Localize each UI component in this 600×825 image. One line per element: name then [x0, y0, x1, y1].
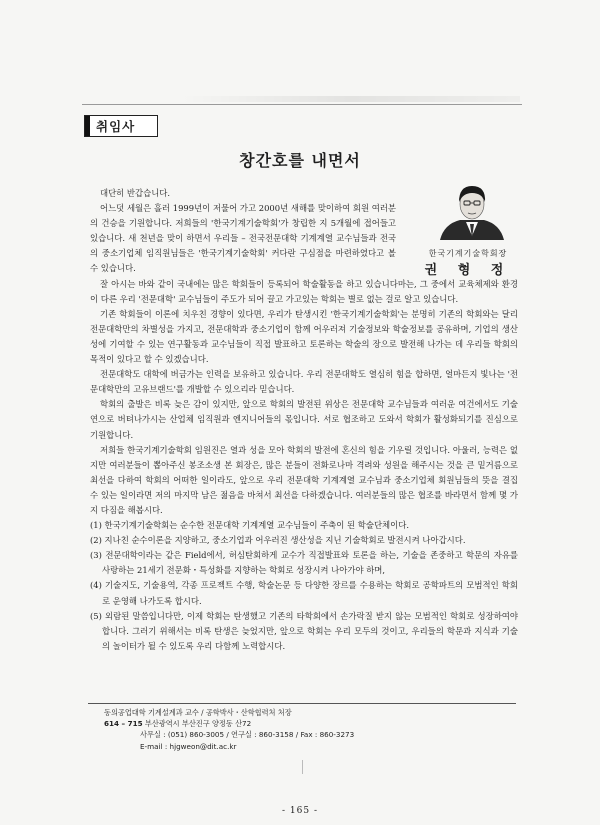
header-rule — [82, 104, 522, 105]
list-item: (3) 전문대학이라는 같은 Field에서, 허심탄회하게 교수가 직접발표와 토론을 하는, 기술을 존중하고 학문의 자유를 사랑하는 21세기 전문화・특성화를 지향하는 학회로 성장시켜 나아가야 하며, — [90, 550, 518, 576]
paragraph: 어느덧 세월은 흘러 1999년이 저물어 가고 2000년 새해를 맞이하여 회원 여러분의 건승을 기원합니다. 저희들의 '한국기계기술학회'가 창립한 지 5개월에 접어들고 있습니다. 새 천년을 맞이 하면서 우리들 – 전국전문대학 기계계열 교수님들과 전국의 중소기업체 임직원님들은 '한국기계기술학회' 커다란 구심점을 마련하였다고 볼 수 있습니다. — [90, 203, 396, 274]
paragraph: 학회의 출발은 비록 늦은 감이 있지만, 앞으로 학회의 발전된 위상은 전문대학 교수님들과 여러운 여건에서도 기술연으로 버텨나가시는 산업체 임직원과 엔지니어들의 몫입니다. 서로 협조하고 도와서 학회가 활성화되기를 진심으로 기원합니다. — [90, 399, 518, 440]
paragraph: 전문대학도 대학에 버금가는 인력을 보유하고 있습니다. 우리 전문대학도 열심히 힘을 합하면, 얼마든지 빛나는 '전문대학만의 고유브랜드'를 개발할 수 있으리라 믿습니다. — [90, 369, 518, 395]
author-name: 권 형 정 — [424, 263, 512, 278]
paragraph: 잘 아시는 바와 같이 국내에는 많은 학회들이 등록되어 학술활동을 하고 있습니다마는, 그 중에서 교육체제와 환경이 다른 우리 '전문대학' 교수님들이 주도가 되어 끌고 가고있는 학회는 별로 없는 걸로 알고 있습니다. — [90, 278, 518, 304]
section-marker-bar — [85, 116, 90, 136]
article-body — [90, 186, 518, 654]
list-item: (1) 한국기계기술학회는 순수한 전문대학 기계계열 교수님들이 주축이 된 학술단체이다. — [90, 520, 409, 531]
footer-affiliation: 동의공업대학 기계설계과 교수 / 공학박사・산학협력처 처장 — [104, 708, 292, 717]
author-affiliation: 한국기계기술학회장 — [428, 249, 508, 258]
list-item: (4) 기술지도, 기술용역, 각종 프로젝트 수행, 학술논문 등 다양한 장르를 수용하는 학회로 공학파트의 모범적인 학회로 운영해 나가도록 합시다. — [90, 580, 518, 606]
page-title: 창간호를 내면서 — [239, 151, 361, 170]
scan-mark — [302, 760, 303, 774]
list-item: (2) 지나친 순수이론을 지양하고, 중소기업과 어우러진 생산성을 지닌 기술학회로 발전시켜 나아갑시다. — [90, 535, 466, 546]
footer-address-line — [104, 718, 404, 729]
footer-zip: 614 – 715 — [104, 719, 143, 729]
footer-email: E-mail : hjgweon@dit.ac.kr — [140, 741, 237, 751]
paragraph: 기존 학회들이 이론에 치우친 경향이 있다면, 우리가 탄생시킨 '한국기계기술학회'는 분명히 기존의 학회와는 달리 전문대학만의 차별성을 가지고, 전문대학과 중소기업이 함께 어우러져 기술정보와 학술정보를 공유하며, 기업의 생산성에 기여할 수 있는 연구활동과 교수님들이 직접 발표하고 토론하는 학술의 장으로 발전해 나가는 데 우리들 학회의 목적이 있다고 할 수 있겠습니다. — [90, 308, 518, 365]
page-number: - 165 - — [282, 806, 318, 816]
footer-address: 부산광역시 부산진구 양정동 산72 — [144, 719, 252, 729]
paragraph: 저희들 한국기계기술학회 임원진은 열과 성을 모아 학회의 발전에 혼신의 힘을 기우릴 것입니다. 아울러, 능력은 없지만 여러분들이 뽑아주신 봉조소생 본 회장은, 많은 분들이 전화로나마 격려와 성원을 해주시는 것을 큰 밑거름으로 최선을 다하여 학회의 어떠한 일이라도, 앞으로 우리 전문대학 기계계열 교수님과 중소기업체 회원님들의 뜻을 결집 수 있는 일이라면 저의 마지막 남은 젊음을 바쳐서 최선을 다하겠습니다. 여러분들의 많은 협조를 바라면서 함께 몇 가지 다짐을 해봅시다. — [90, 444, 518, 515]
author-contact — [104, 707, 404, 752]
pledge-list — [90, 518, 518, 654]
list-item: (5) 외람된 말씀입니다만, 이제 학회는 탄생했고 기존의 타학회에서 손가락질 받지 않는 모범적인 학회로 성장하여야 합니다. 그러기 위해서는 비록 탄생은 늦었지만, 앞으로 학회는 우리 모두의 것이고, 우리들의 학문과 지식과 기술의 놀이터가 될 수 있도록 우리 다함께 노력합시다. — [90, 610, 518, 651]
footer-rule — [88, 703, 516, 704]
scan-smudge — [180, 96, 520, 102]
paragraph: 대단히 반갑습니다. — [100, 188, 171, 198]
section-label — [84, 115, 158, 137]
footer-phone: 사무실 : (051) 860-3005 / 연구실 : 860-3158 / Fax : 860-3273 — [140, 730, 355, 740]
section-label-text: 취임사 — [96, 119, 136, 134]
